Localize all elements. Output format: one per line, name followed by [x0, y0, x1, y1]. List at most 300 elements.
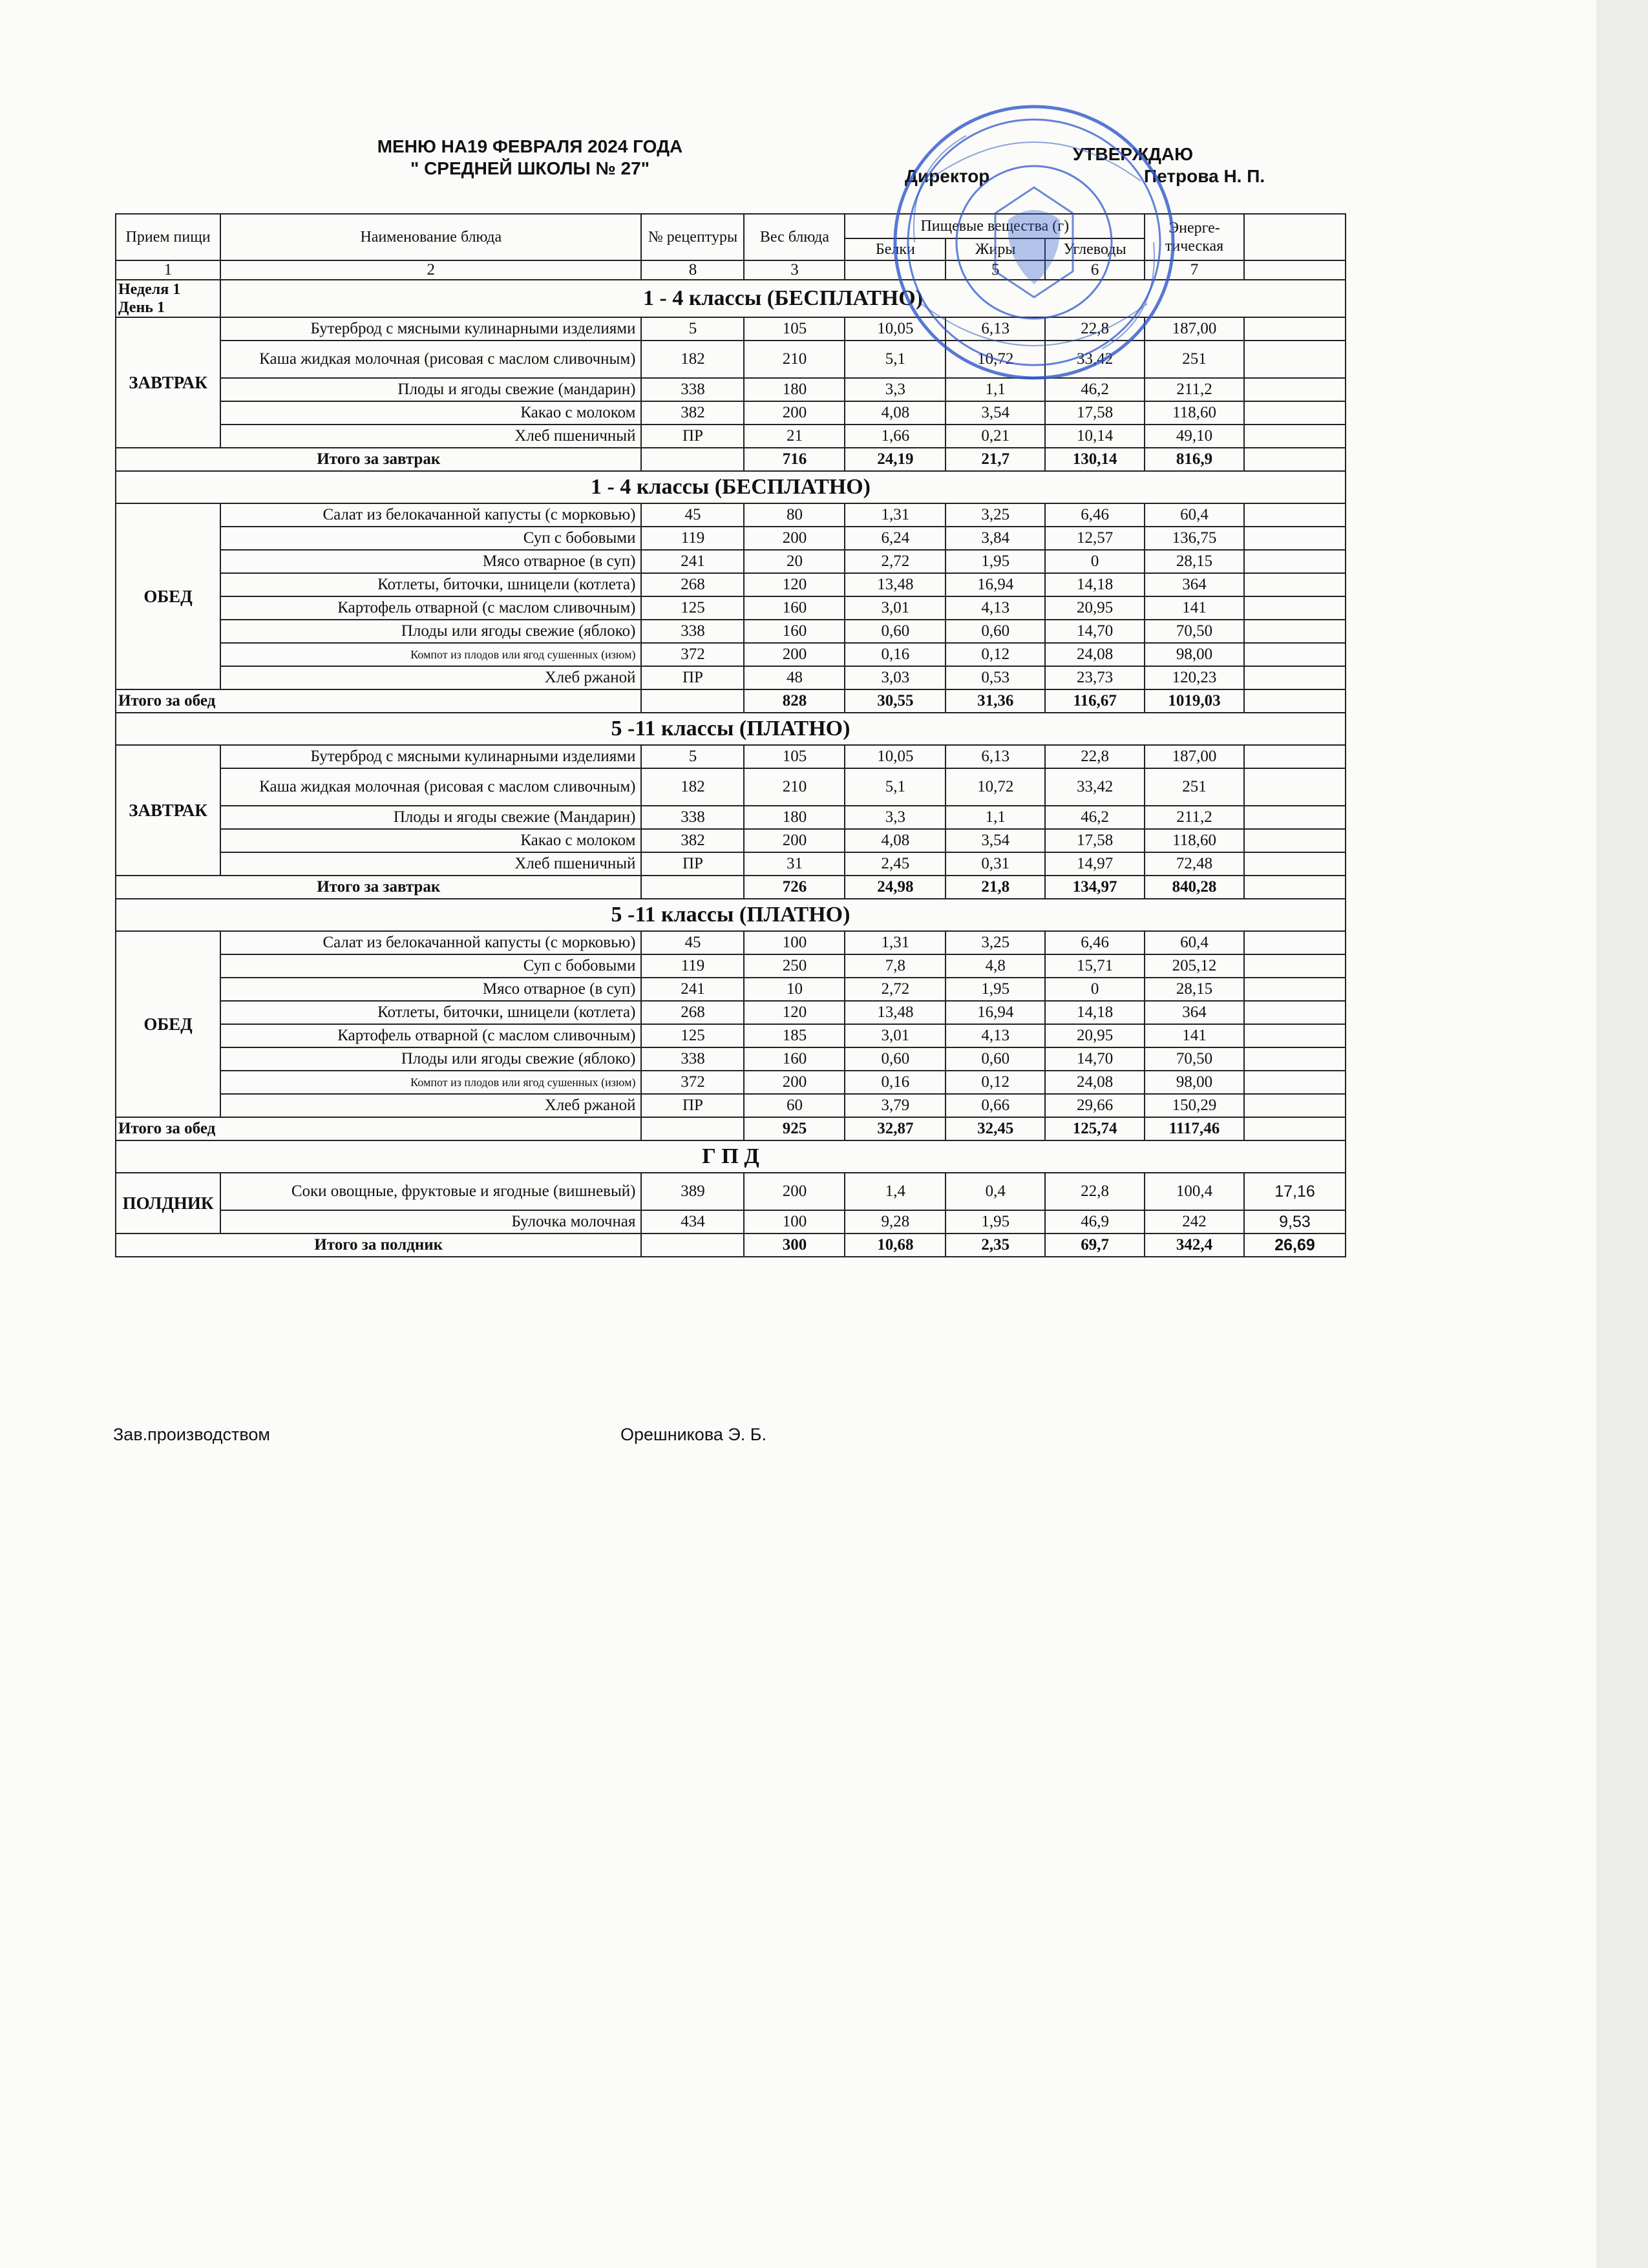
dish-recipe: 372 — [641, 643, 744, 666]
dish-proteins: 9,28 — [845, 1210, 945, 1234]
menu-item-row — [116, 550, 1346, 573]
dish-proteins: 4,08 — [845, 401, 945, 425]
dish-proteins: 10,05 — [845, 745, 945, 768]
dish-name: Суп с бобовыми — [220, 954, 641, 978]
dish-recipe: 372 — [641, 1071, 744, 1094]
column-number: 3 — [744, 260, 845, 280]
dish-weight: 200 — [744, 1071, 845, 1094]
dish-proteins: 0,60 — [845, 1047, 945, 1071]
total-weight: 925 — [744, 1117, 845, 1140]
dish-proteins: 0,16 — [845, 1071, 945, 1094]
dish-carbs: 14,97 — [1045, 852, 1145, 876]
dish-carbs: 0 — [1045, 550, 1145, 573]
dish-price — [1244, 401, 1346, 425]
dish-name: Соки овощные, фруктовые и ягодные (вишневый) — [220, 1173, 641, 1210]
title-line-1: МЕНЮ НА19 ФЕВРАЛЯ 2024 ГОДА — [377, 136, 683, 156]
dish-weight: 100 — [744, 931, 845, 954]
menu-item-row — [116, 1173, 1346, 1210]
dish-name: Плоды и ягоды свежие (Мандарин) — [220, 806, 641, 829]
dish-carbs: 6,46 — [1045, 931, 1145, 954]
dish-carbs: 14,18 — [1045, 1001, 1145, 1024]
dish-name: Салат из белокачанной капусты (с морковью) — [220, 503, 641, 527]
section-title: 5 -11 классы (ПЛАТНО) — [116, 899, 1346, 931]
menu-item-row — [116, 666, 1346, 689]
total-recipe — [641, 1117, 744, 1140]
header-weight: Вес блюда — [744, 214, 845, 260]
dish-recipe: 338 — [641, 806, 744, 829]
dish-carbs: 46,2 — [1045, 378, 1145, 401]
total-recipe — [641, 1234, 744, 1257]
header-name: Наименование блюда — [220, 214, 641, 260]
dish-energy: 150,29 — [1145, 1094, 1244, 1117]
dish-energy: 211,2 — [1145, 378, 1244, 401]
menu-item-row — [116, 401, 1346, 425]
dish-recipe: 45 — [641, 503, 744, 527]
dish-fats: 4,8 — [945, 954, 1045, 978]
dish-energy: 120,23 — [1145, 666, 1244, 689]
dish-energy: 251 — [1145, 341, 1244, 378]
dish-recipe: 389 — [641, 1173, 744, 1210]
dish-carbs: 46,2 — [1045, 806, 1145, 829]
total-price — [1244, 1117, 1346, 1140]
total-recipe — [641, 689, 744, 713]
total-fats: 2,35 — [945, 1234, 1045, 1257]
dish-price — [1244, 1024, 1346, 1047]
dish-carbs: 0 — [1045, 978, 1145, 1001]
dish-fats: 0,60 — [945, 1047, 1045, 1071]
dish-fats: 0,66 — [945, 1094, 1045, 1117]
dish-weight: 160 — [744, 1047, 845, 1071]
dish-recipe: 119 — [641, 954, 744, 978]
dish-price: 17,16 — [1244, 1173, 1346, 1210]
total-energy: 816,9 — [1145, 448, 1244, 471]
total-recipe — [641, 876, 744, 899]
menu-item-row — [116, 503, 1346, 527]
menu-item-row — [116, 954, 1346, 978]
dish-fats: 10,72 — [945, 768, 1045, 806]
total-label: Итого за завтрак — [116, 448, 641, 471]
dish-proteins: 10,05 — [845, 317, 945, 341]
dish-price — [1244, 341, 1346, 378]
meal-label: ПОЛДНИК — [116, 1173, 220, 1234]
dish-fats: 0,21 — [945, 425, 1045, 448]
dish-recipe: 382 — [641, 401, 744, 425]
total-row — [116, 448, 1346, 471]
total-weight: 300 — [744, 1234, 845, 1257]
dish-fats: 6,13 — [945, 317, 1045, 341]
dish-weight: 200 — [744, 643, 845, 666]
column-number: 2 — [220, 260, 641, 280]
dish-recipe: 338 — [641, 378, 744, 401]
total-proteins: 32,87 — [845, 1117, 945, 1140]
dish-proteins: 13,48 — [845, 573, 945, 596]
dish-energy: 70,50 — [1145, 620, 1244, 643]
dish-weight: 180 — [744, 806, 845, 829]
total-price — [1244, 689, 1346, 713]
column-number: 6 — [1045, 260, 1145, 280]
dish-fats: 0,53 — [945, 666, 1045, 689]
dish-weight: 200 — [744, 527, 845, 550]
menu-item-row — [116, 1047, 1346, 1071]
total-fats: 32,45 — [945, 1117, 1045, 1140]
dish-weight: 210 — [744, 341, 845, 378]
dish-price — [1244, 550, 1346, 573]
section-row — [116, 1140, 1346, 1173]
dish-weight: 100 — [744, 1210, 845, 1234]
dish-recipe: 382 — [641, 829, 744, 852]
dish-proteins: 1,66 — [845, 425, 945, 448]
dish-price — [1244, 1001, 1346, 1024]
dish-carbs: 12,57 — [1045, 527, 1145, 550]
total-carbs: 116,67 — [1045, 689, 1145, 713]
dish-proteins: 5,1 — [845, 768, 945, 806]
dish-energy: 98,00 — [1145, 1071, 1244, 1094]
dish-recipe: 5 — [641, 317, 744, 341]
dish-carbs: 14,70 — [1045, 1047, 1145, 1071]
week-label: Неделя 1 — [118, 281, 181, 298]
dish-proteins: 1,31 — [845, 503, 945, 527]
total-proteins: 30,55 — [845, 689, 945, 713]
dish-fats: 4,13 — [945, 1024, 1045, 1047]
dish-name: Картофель отварной (с маслом сливочным) — [220, 596, 641, 620]
header-meal: Прием пищи — [116, 214, 220, 260]
dish-fats: 0,12 — [945, 1071, 1045, 1094]
menu-item-row — [116, 931, 1346, 954]
column-number: 5 — [945, 260, 1045, 280]
total-energy: 342,4 — [1145, 1234, 1244, 1257]
dish-weight: 105 — [744, 317, 845, 341]
dish-price — [1244, 1094, 1346, 1117]
section-row — [116, 713, 1346, 745]
dish-name: Какао с молоком — [220, 401, 641, 425]
total-weight: 726 — [744, 876, 845, 899]
dish-recipe: 45 — [641, 931, 744, 954]
menu-item-row — [116, 527, 1346, 550]
dish-price — [1244, 425, 1346, 448]
menu-item-row — [116, 1210, 1346, 1234]
dish-price — [1244, 978, 1346, 1001]
header-extra — [1244, 214, 1346, 260]
dish-fats: 3,25 — [945, 931, 1045, 954]
title-line-2: " СРЕДНЕЙ ШКОЛЫ № 27" — [410, 158, 650, 178]
dish-carbs: 14,18 — [1045, 573, 1145, 596]
dish-price — [1244, 666, 1346, 689]
dish-name: Плоды и ягоды свежие (мандарин) — [220, 378, 641, 401]
dish-weight: 160 — [744, 620, 845, 643]
dish-weight: 105 — [744, 745, 845, 768]
total-recipe — [641, 448, 744, 471]
dish-name: Мясо отварное (в суп) — [220, 550, 641, 573]
dish-energy: 187,00 — [1145, 745, 1244, 768]
dish-weight: 200 — [744, 829, 845, 852]
meal-label: ОБЕД — [116, 931, 220, 1117]
dish-fats: 1,95 — [945, 1210, 1045, 1234]
dish-energy: 118,60 — [1145, 401, 1244, 425]
dish-carbs: 23,73 — [1045, 666, 1145, 689]
meal-label: ОБЕД — [116, 503, 220, 689]
dish-weight: 10 — [744, 978, 845, 1001]
total-price — [1244, 876, 1346, 899]
column-number: 8 — [641, 260, 744, 280]
dish-weight: 180 — [744, 378, 845, 401]
dish-carbs: 20,95 — [1045, 1024, 1145, 1047]
menu-item-row — [116, 745, 1346, 768]
dish-name: Компот из плодов или ягод сушенных (изюм) — [220, 1071, 641, 1094]
dish-recipe: 268 — [641, 573, 744, 596]
dish-fats: 1,1 — [945, 378, 1045, 401]
menu-item-row — [116, 573, 1346, 596]
dish-recipe: 182 — [641, 768, 744, 806]
dish-recipe: 241 — [641, 978, 744, 1001]
dish-name: Салат из белокачанной капусты (с морковью) — [220, 931, 641, 954]
dish-weight: 120 — [744, 573, 845, 596]
total-carbs: 125,74 — [1045, 1117, 1145, 1140]
dish-proteins: 5,1 — [845, 341, 945, 378]
header-fats: Жиры — [945, 238, 1045, 260]
dish-proteins: 3,01 — [845, 596, 945, 620]
header-carbs: Углеводы — [1045, 238, 1145, 260]
dish-carbs: 15,71 — [1045, 954, 1145, 978]
dish-energy: 60,4 — [1145, 503, 1244, 527]
total-label: Итого за завтрак — [116, 876, 641, 899]
dish-price — [1244, 596, 1346, 620]
scanner-edge — [1596, 0, 1648, 2268]
dish-price — [1244, 806, 1346, 829]
dish-recipe: ПР — [641, 852, 744, 876]
dish-fats: 1,95 — [945, 550, 1045, 573]
dish-name: Хлеб ржаной — [220, 1094, 641, 1117]
header-recipe: № рецептуры — [641, 214, 744, 260]
dish-energy: 141 — [1145, 1024, 1244, 1047]
menu-item-row — [116, 806, 1346, 829]
director-label: Директор — [905, 166, 990, 186]
column-number: 1 — [116, 260, 220, 280]
dish-proteins: 7,8 — [845, 954, 945, 978]
dish-weight: 120 — [744, 1001, 845, 1024]
total-carbs: 134,97 — [1045, 876, 1145, 899]
dish-carbs: 17,58 — [1045, 401, 1145, 425]
dish-proteins: 1,31 — [845, 931, 945, 954]
column-number — [1244, 260, 1346, 280]
dish-carbs: 10,14 — [1045, 425, 1145, 448]
dish-proteins: 3,03 — [845, 666, 945, 689]
dish-price — [1244, 768, 1346, 806]
total-energy: 840,28 — [1145, 876, 1244, 899]
column-number: 7 — [1145, 260, 1244, 280]
dish-carbs: 33,42 — [1045, 341, 1145, 378]
dish-energy: 72,48 — [1145, 852, 1244, 876]
total-proteins: 24,98 — [845, 876, 945, 899]
total-energy: 1019,03 — [1145, 689, 1244, 713]
total-weight: 828 — [744, 689, 845, 713]
total-label: Итого за полдник — [116, 1234, 641, 1257]
menu-item-row — [116, 620, 1346, 643]
section-title: 1 - 4 классы (БЕСПЛАТНО) — [116, 471, 1346, 503]
dish-proteins: 0,60 — [845, 620, 945, 643]
menu-title — [297, 136, 763, 180]
dish-recipe: 119 — [641, 527, 744, 550]
dish-fats: 3,54 — [945, 829, 1045, 852]
dish-fats: 1,1 — [945, 806, 1045, 829]
dish-proteins: 3,3 — [845, 806, 945, 829]
total-row — [116, 1234, 1346, 1257]
dish-name: Суп с бобовыми — [220, 527, 641, 550]
dish-recipe: 268 — [641, 1001, 744, 1024]
dish-energy: 28,15 — [1145, 978, 1244, 1001]
dish-energy: 242 — [1145, 1210, 1244, 1234]
dish-weight: 160 — [744, 596, 845, 620]
dish-recipe: 434 — [641, 1210, 744, 1234]
dish-name: Котлеты, биточки, шницели (котлета) — [220, 573, 641, 596]
dish-price: 9,53 — [1244, 1210, 1346, 1234]
dish-carbs: 29,66 — [1045, 1094, 1145, 1117]
dish-proteins: 6,24 — [845, 527, 945, 550]
dish-energy: 28,15 — [1145, 550, 1244, 573]
dish-energy: 70,50 — [1145, 1047, 1244, 1071]
dish-energy: 136,75 — [1145, 527, 1244, 550]
dish-proteins: 3,79 — [845, 1094, 945, 1117]
dish-name: Компот из плодов или ягод сушенных (изюм) — [220, 643, 641, 666]
dish-fats: 6,13 — [945, 745, 1045, 768]
dish-energy: 60,4 — [1145, 931, 1244, 954]
dish-carbs: 17,58 — [1045, 829, 1145, 852]
dish-name: Хлеб ржаной — [220, 666, 641, 689]
total-price — [1244, 448, 1346, 471]
dish-energy: 211,2 — [1145, 806, 1244, 829]
menu-item-row — [116, 425, 1346, 448]
dish-name: Хлеб пшеничный — [220, 425, 641, 448]
dish-price — [1244, 527, 1346, 550]
dish-name: Каша жидкая молочная (рисовая с маслом сливочным) — [220, 341, 641, 378]
menu-item-row — [116, 1001, 1346, 1024]
dish-weight: 20 — [744, 550, 845, 573]
section-row — [116, 471, 1346, 503]
approve-label: УТВЕРЖДАЮ — [1073, 144, 1194, 164]
dish-energy: 251 — [1145, 768, 1244, 806]
dish-fats: 0,4 — [945, 1173, 1045, 1210]
director-name: Петрова Н. П. — [1144, 166, 1265, 186]
section-title: Г П Д — [116, 1140, 1346, 1173]
dish-price — [1244, 852, 1346, 876]
dish-price — [1244, 954, 1346, 978]
total-label: Итого за обед — [116, 1117, 641, 1140]
meal-label: ЗАВТРАК — [116, 317, 220, 448]
total-fats: 21,7 — [945, 448, 1045, 471]
section-title: 5 -11 классы (ПЛАТНО) — [116, 713, 1346, 745]
menu-item-row — [116, 596, 1346, 620]
dish-recipe: 338 — [641, 1047, 744, 1071]
dish-price — [1244, 1047, 1346, 1071]
dish-weight: 80 — [744, 503, 845, 527]
dish-fats: 10,72 — [945, 341, 1045, 378]
menu-item-row — [116, 829, 1346, 852]
dish-carbs: 14,70 — [1045, 620, 1145, 643]
dish-fats: 0,12 — [945, 643, 1045, 666]
dish-name: Картофель отварной (с маслом сливочным) — [220, 1024, 641, 1047]
dish-weight: 31 — [744, 852, 845, 876]
footer-signatory: Орешникова Э. Б. — [620, 1425, 767, 1444]
dish-price — [1244, 317, 1346, 341]
dish-weight: 200 — [744, 401, 845, 425]
dish-carbs: 46,9 — [1045, 1210, 1145, 1234]
dish-energy: 205,12 — [1145, 954, 1244, 978]
total-weight: 716 — [744, 448, 845, 471]
menu-item-row — [116, 1024, 1346, 1047]
dish-carbs: 22,8 — [1045, 1173, 1145, 1210]
total-carbs: 69,7 — [1045, 1234, 1145, 1257]
dish-proteins: 3,3 — [845, 378, 945, 401]
dish-price — [1244, 503, 1346, 527]
dish-weight: 200 — [744, 1173, 845, 1210]
dish-proteins: 1,4 — [845, 1173, 945, 1210]
dish-energy: 100,4 — [1145, 1173, 1244, 1210]
total-row — [116, 1117, 1346, 1140]
dish-price — [1244, 829, 1346, 852]
dish-carbs: 22,8 — [1045, 317, 1145, 341]
week-day-cell — [116, 280, 220, 317]
total-fats: 31,36 — [945, 689, 1045, 713]
dish-proteins: 13,48 — [845, 1001, 945, 1024]
dish-recipe: 241 — [641, 550, 744, 573]
menu-item-row — [116, 1071, 1346, 1094]
dish-fats: 16,94 — [945, 1001, 1045, 1024]
total-energy: 1117,46 — [1145, 1117, 1244, 1140]
dish-energy: 118,60 — [1145, 829, 1244, 852]
dish-recipe: ПР — [641, 425, 744, 448]
header-proteins: Белки — [845, 238, 945, 260]
dish-fats: 0,31 — [945, 852, 1045, 876]
dish-recipe: ПР — [641, 666, 744, 689]
menu-item-row — [116, 643, 1346, 666]
total-proteins: 24,19 — [845, 448, 945, 471]
menu-item-row — [116, 852, 1346, 876]
dish-energy: 187,00 — [1145, 317, 1244, 341]
dish-recipe: 182 — [641, 341, 744, 378]
dish-name: Бутерброд с мясными кулинарными изделиями — [220, 317, 641, 341]
dish-fats: 3,25 — [945, 503, 1045, 527]
total-label: Итого за обед — [116, 689, 641, 713]
official-seal — [869, 90, 1199, 394]
header-energy: Энерге-тическая — [1145, 214, 1244, 260]
footer-role: Зав.производством — [113, 1425, 270, 1444]
dish-carbs: 6,46 — [1045, 503, 1145, 527]
dish-recipe: 338 — [641, 620, 744, 643]
dish-energy: 98,00 — [1145, 643, 1244, 666]
dish-name: Каша жидкая молочная (рисовая с маслом сливочным) — [220, 768, 641, 806]
dish-fats: 16,94 — [945, 573, 1045, 596]
dish-fats: 3,54 — [945, 401, 1045, 425]
dish-recipe: 125 — [641, 596, 744, 620]
total-fats: 21,8 — [945, 876, 1045, 899]
dish-proteins: 3,01 — [845, 1024, 945, 1047]
dish-proteins: 2,45 — [845, 852, 945, 876]
total-row — [116, 689, 1346, 713]
dish-recipe: 125 — [641, 1024, 744, 1047]
total-proteins: 10,68 — [845, 1234, 945, 1257]
dish-carbs: 22,8 — [1045, 745, 1145, 768]
dish-proteins: 2,72 — [845, 978, 945, 1001]
header-nutrients: Пищевые вещества (г) — [845, 214, 1145, 238]
dish-recipe: ПР — [641, 1094, 744, 1117]
dish-weight: 250 — [744, 954, 845, 978]
dish-price — [1244, 745, 1346, 768]
dish-carbs: 24,08 — [1045, 643, 1145, 666]
dish-proteins: 0,16 — [845, 643, 945, 666]
dish-name: Плоды или ягоды свежие (яблоко) — [220, 620, 641, 643]
dish-weight: 48 — [744, 666, 845, 689]
menu-item-row — [116, 978, 1346, 1001]
dish-carbs: 20,95 — [1045, 596, 1145, 620]
